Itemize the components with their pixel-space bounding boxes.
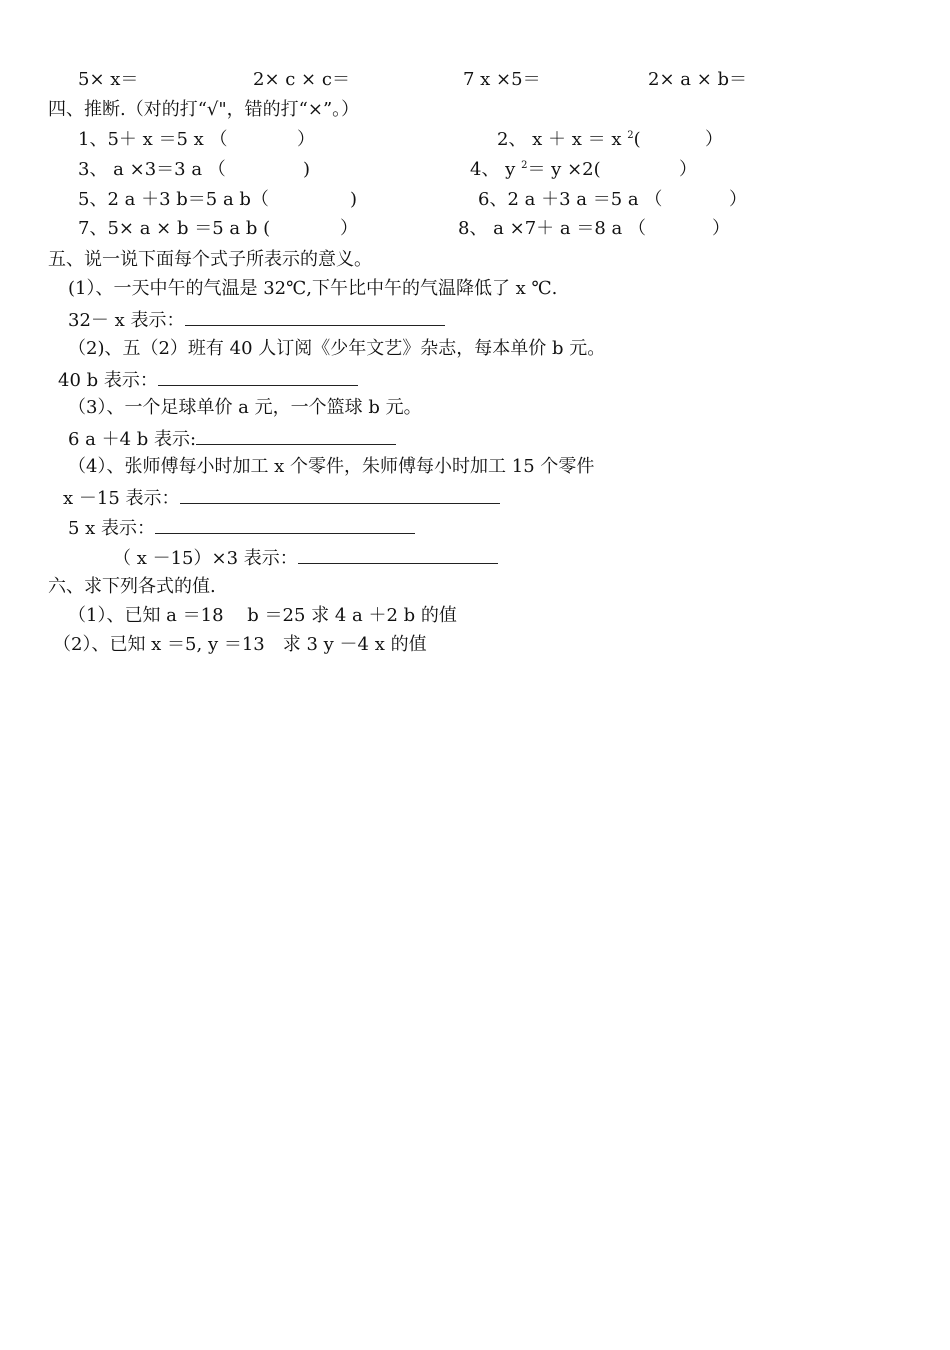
meaning-question-1: (1）、一天中午的气温是 32℃,下午比中午的气温降低了 x ℃.	[68, 278, 558, 299]
judge-item-2-close: ）	[705, 129, 723, 150]
meaning-expr-4c	[113, 546, 498, 568]
judge-item-1-close: ）	[297, 129, 315, 150]
answer-blank-4a[interactable]	[180, 486, 500, 504]
judge-item-3: 3、 a ×3＝3 a （	[78, 159, 226, 180]
judge-item-1	[78, 129, 228, 151]
judge-item-2-exponent: 2	[627, 130, 634, 141]
judge-item-7: 7、5× a × b ＝5 a b (	[78, 218, 271, 239]
section6-heading: 六、求下列各式的值.	[48, 576, 216, 597]
judge-item-3-close: )	[303, 159, 311, 180]
evaluate-question-1: （1）、已知 a ＝18 b ＝25 求 4 a ＋2 b 的值	[68, 605, 457, 626]
meaning-question-2: （2)、五（2）班有 40 人订阅《少年文艺》杂志，每本单价 b 元。	[68, 338, 606, 359]
evaluate-question-2: （2）、已知 x ＝5, y ＝13 求 3 y －4 x 的值	[53, 634, 427, 655]
meaning-question-4: （4）、张师傅每小时加工 x 个零件，朱师傅每小时加工 15 个零件	[68, 456, 595, 477]
judge-item-8: 8、 a ×7＋ a ＝8 a （	[458, 218, 646, 239]
meaning-expr-2	[58, 368, 358, 390]
answer-blank-3[interactable]	[196, 427, 396, 445]
answer-blank-2[interactable]	[158, 368, 358, 386]
judge-item-4	[470, 159, 601, 181]
meaning-expr-3-label: 6 a ＋4 b 表示:	[68, 429, 197, 450]
judge-item-4-text: 4、 y	[470, 159, 522, 180]
expr-3: 7 x ×5＝	[463, 69, 541, 90]
section5-heading: 五、说一说下面每个式子所表示的意义。	[48, 249, 372, 270]
meaning-expr-4b-label: 5 x 表示：	[68, 518, 156, 539]
meaning-expr-4c-label: （ x －15）×3 表示：	[113, 548, 298, 569]
judge-item-6-close: ）	[729, 189, 747, 210]
meaning-expr-4b	[68, 516, 415, 538]
answer-blank-1[interactable]	[185, 308, 445, 326]
judge-item-2-open: (	[633, 129, 641, 150]
judge-item-4-close: ）	[679, 159, 697, 180]
expr-1: 5× x＝	[78, 69, 139, 90]
meaning-expr-4a-label: x －15 表示：	[63, 488, 180, 509]
judge-item-1-text: 1、5＋ x ＝5 x （	[78, 129, 228, 150]
judge-item-2-text: 2、 x ＋ x ＝ x	[497, 129, 628, 150]
judge-item-4-exponent: 2	[521, 160, 528, 171]
judge-item-6: 6、2 a ＋3 a ＝5 a （	[478, 189, 663, 210]
meaning-expr-2-label: 40 b 表示：	[58, 370, 158, 391]
section4-heading: 四、推断.（对的打“√"，错的打“×”。）	[48, 99, 360, 120]
expr-2: 2× c × c＝	[253, 69, 350, 90]
judge-item-5: 5、2 a ＋3 b＝5 a b（	[78, 189, 269, 210]
meaning-expr-1	[68, 308, 445, 330]
answer-blank-4b[interactable]	[155, 516, 415, 534]
meaning-expr-1-label: 32－ x 表示：	[68, 310, 185, 331]
judge-item-4-rest: ＝ y ×2(	[527, 159, 601, 180]
meaning-expr-4a	[63, 486, 500, 508]
judge-item-7-close: ）	[340, 218, 358, 239]
meaning-expr-3	[68, 427, 396, 449]
judge-item-5-close: )	[350, 189, 358, 210]
meaning-question-3: （3）、一个足球单价 a 元，一个篮球 b 元。	[68, 397, 422, 418]
judge-item-8-close: ）	[712, 218, 730, 239]
answer-blank-4c[interactable]	[298, 546, 498, 564]
judge-item-2	[497, 129, 641, 151]
expr-4: 2× a × b＝	[648, 69, 748, 90]
